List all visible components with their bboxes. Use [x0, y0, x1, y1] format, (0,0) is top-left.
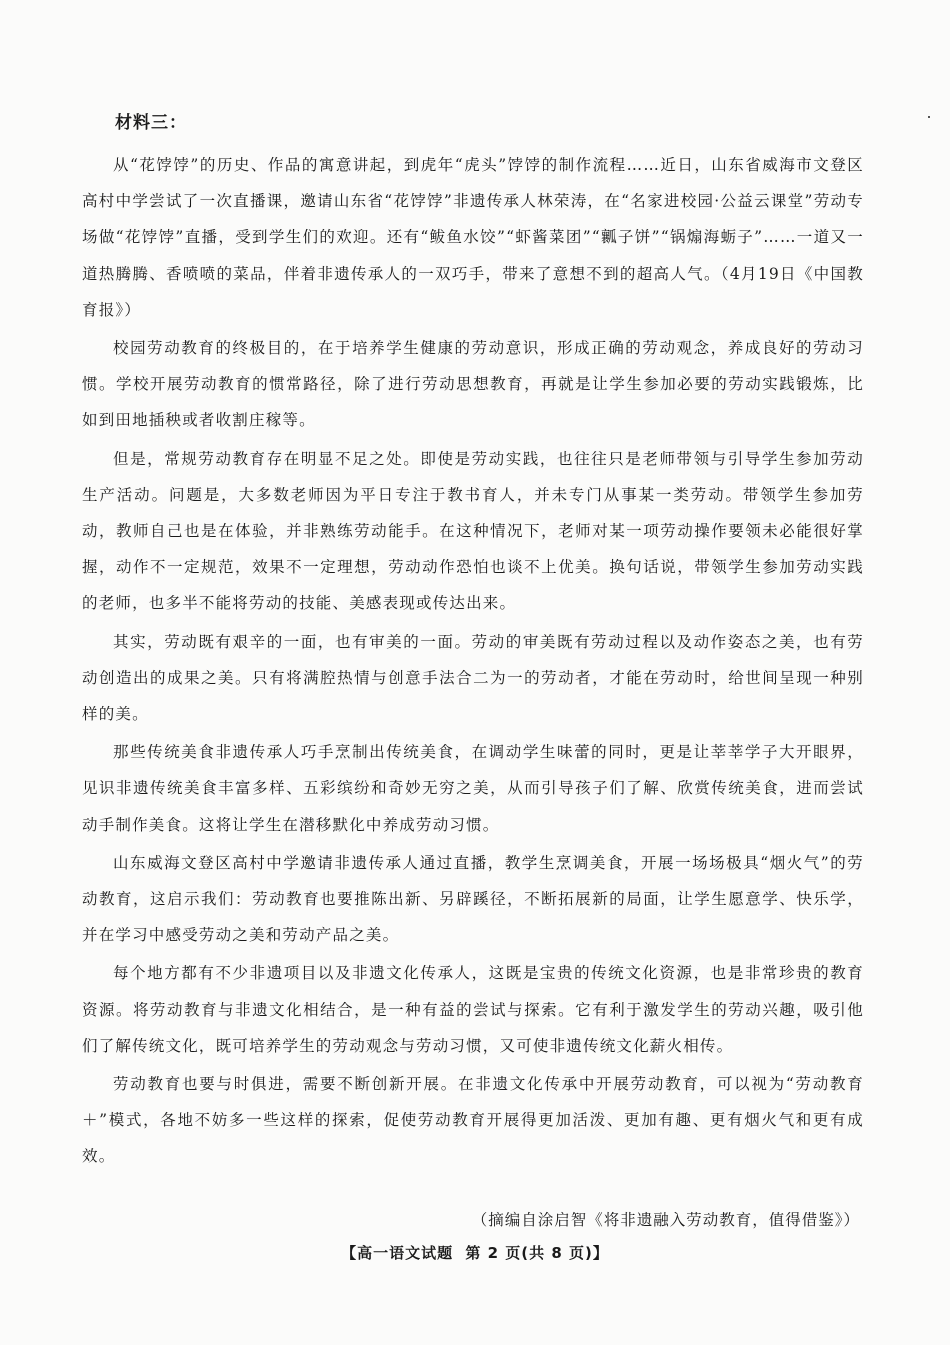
paragraph: 其实，劳动既有艰辛的一面，也有审美的一面。劳动的审美既有劳动过程以及动作姿态之美，也有劳动创造出的成果之美。只有将满腔热情与创意手法合二为一的劳动者，才能在劳动时，给世间呈现一种别样的美。: [82, 632, 864, 724]
scan-speck: [928, 116, 930, 118]
page-footer: [0, 1242, 950, 1263]
paragraph: 但是，常规劳动教育存在明显不足之处。即使是劳动实践，也往往只是老师带领与引导学生参加劳动生产活动。问题是，大多数老师因为平日专注于教书育人，并未专门从事某一类劳动。带领学生参加劳动，教师自己也是在体验，并非熟练劳动能手。在这种情况下，老师对某一项劳动操作要领未必能很好掌握，动作不一定规范，效果不一定理想，劳动动作恐怕也谈不上优美。换句话说，带领学生参加劳动实践的老师，也多半不能将劳动的技能、美感表现或传达出来。: [82, 449, 864, 613]
paragraph: 每个地方都有不少非遗项目以及非遗文化传承人，这既是宝贵的传统文化资源，也是非常珍贵的教育资源。将劳动教育与非遗文化相结合，是一种有益的尝试与探索。它有利于激发学生的劳动兴趣，吸引他们了解传统文化，既可培养学生的劳动观念与劳动习惯，又可使非遗传统文化薪火相传。: [82, 964, 864, 1055]
paragraph: 劳动教育也要与时俱进，需要不断创新开展。在非遗文化传承中开展劳动教育，可以视为“劳动教育＋”模式，各地不妨多一些这样的探索，促使劳动教育开展得更加活泼、更加有趣、更有烟火气和更有成效。: [82, 1075, 864, 1166]
paragraph: 山东威海文登区高村中学邀请非遗传承人通过直播，教学生烹调美食，开展一场场极具“烟火气”的劳动教育，这启示我们：劳动教育也要推陈出新、另辟蹊径，不断拓展新的局面，让学生愿意学、快乐学，并在学习中感受劳动之美和劳动产品之美。: [82, 853, 864, 945]
article-body: [82, 147, 864, 1177]
source-citation: （摘编自涂启智《将非遗融入劳动教育，值得借鉴》）: [471, 1211, 860, 1229]
footer-exam-title: 【高一语文试题: [341, 1244, 454, 1262]
paragraph: 从“花饽饽”的历史、作品的寓意讲起，到虎年“虎头”饽饽的制作流程……近日，山东省威海市文登区高村中学尝试了一次直播课，邀请山东省“花饽饽”非遗传承人林荣涛，在“名家进校园·公益云课堂”劳动专场做“花饽饽”直播，受到学生们的欢迎。还有“鲅鱼水饺”“虾酱菜团”“瓤子饼”“锅煽海蛎子”……一道又一道热腾腾、香喷喷的菜品，伴着非遗传承人的一双巧手，带来了意想不到的超高人气。（4月19日《中国教育报》）: [82, 156, 864, 319]
footer-page-number: 第 2 页(共 8 页)】: [465, 1244, 609, 1262]
material-heading: 材料三：: [115, 113, 187, 133]
paragraph: 那些传统美食非遗传承人巧手烹制出传统美食，在调动学生味蕾的同时，更是让莘莘学子大开眼界，见识非遗传统美食丰富多样、五彩缤纷和奇妙无穷之美，从而引导孩子们了解、欣赏传统美食，进而尝试动手制作美食。这将让学生在潜移默化中养成劳动习惯。: [82, 743, 864, 834]
paragraph: 校园劳动教育的终极目的，在于培养学生健康的劳动意识，形成正确的劳动观念，养成良好的劳动习惯。学校开展劳动教育的惯常路径，除了进行劳动思想教育，再就是让学生参加必要的劳动实践锻炼，比如到田地插秧或者收割庄稼等。: [82, 339, 864, 430]
